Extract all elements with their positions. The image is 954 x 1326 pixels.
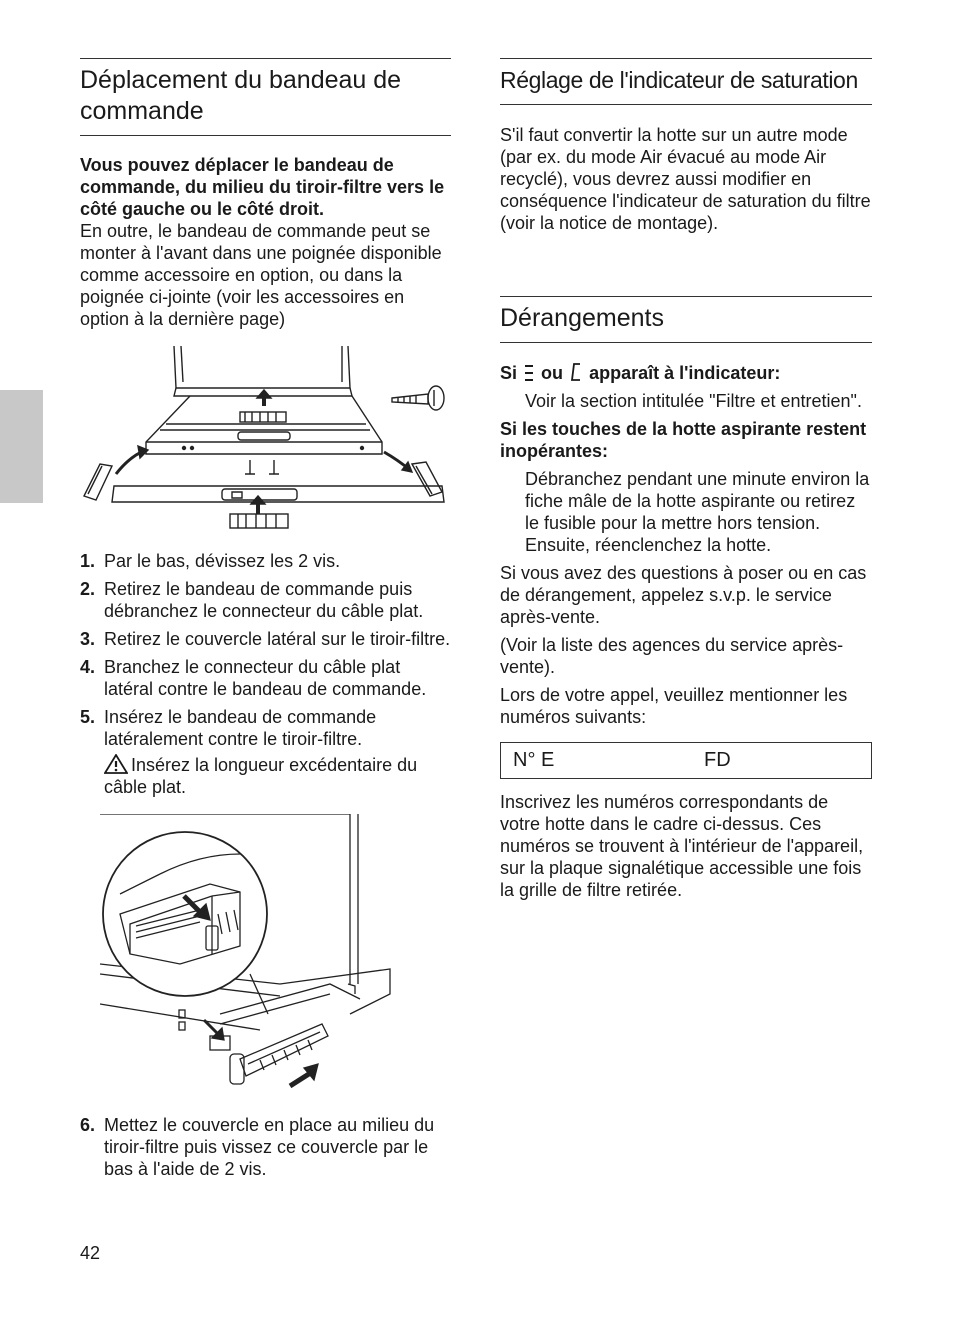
segment-display-c-icon	[570, 362, 582, 382]
chapter-tab-marker	[0, 390, 43, 503]
fault-answer-buttons-2: Ensuite, réenclenchez la hotte.	[525, 535, 772, 555]
saturation-paragraph: S'il faut convertir la hotte sur un autre mode (par ex. du mode Air évacué au mode Air recyclé), vous devrez aussi modifier en conséquence l'indicateur de saturation du filtre (voir la notice de montage).	[500, 125, 871, 233]
steps-list	[80, 550, 451, 750]
step-item: 2. Retirez le bandeau de commande puis débranchez le connecteur du câble plat.	[80, 579, 424, 621]
call-paragraph: Lors de votre appel, veuillez mentionner les numéros suivants:	[500, 685, 848, 727]
step-item: 5. Insérez le bandeau de commande latéralement contre le tiroir-filtre.	[80, 707, 377, 749]
segment-display-e-icon	[524, 364, 534, 382]
step-item: 1. Par le bas, dévissez les 2 vis.	[80, 551, 341, 571]
intro-bold: Vous pouvez déplacer le bandeau de commande, du milieu du tiroir-filtre vers le côté gauche ou le côté droit.	[80, 155, 445, 219]
service-list-paragraph: (Voir la liste des agences du service après-vente).	[500, 635, 844, 677]
section-title-faults: Dérangements	[500, 296, 872, 343]
steps-list-continued	[80, 1114, 451, 1180]
fault-question-display: Si ou apparaît à l'indicateur:	[500, 363, 781, 383]
step-item: 6. Mettez le couvercle en place au milieu du tiroir-filtre puis vissez ce couvercle par le bas à l'aide de 2 vis.	[80, 1115, 435, 1179]
left-column	[80, 58, 451, 1186]
number-entry-box	[500, 742, 872, 779]
fault-answer-display: Voir la section intitulée "Filtre et entretien".	[525, 391, 862, 411]
section-title-saturation: Réglage de l'indicateur de saturation	[500, 58, 872, 105]
fault-question-buttons: Si les touches de la hotte aspirante restent inopérantes:	[500, 419, 867, 461]
fd-number-label: FD	[704, 749, 731, 771]
intro-text: En outre, le bandeau de commande peut se monter à l'avant dans une poignée disponible comme accessoire en option, ou dans la poignée ci-jointe (voir les accessoires en option à la dernière page)	[80, 221, 442, 329]
fault-answer-buttons-1: Débranchez pendant une minute environ la fiche mâle de la hotte aspirante ou retirez le fusible pour la mettre hors tension.	[525, 469, 870, 533]
figure-cable-detail	[100, 814, 400, 1104]
step-item: 4. Branchez le connecteur du câble plat latéral contre le bandeau de commande.	[80, 657, 427, 699]
figure-control-panel-diagram	[80, 346, 451, 536]
number-instructions: Inscrivez les numéros correspondants de votre hotte dans le cadre ci-dessus. Ces numéros se trouvent à l'intérieur de l'appareil, sur la plaque signalétique accessible une fois la grille de filtre retirée.	[500, 792, 864, 900]
e-number-label: N° E	[513, 749, 555, 771]
section-title-control-panel: Déplacement du bandeau de commande	[80, 58, 451, 136]
warning-icon	[104, 754, 128, 774]
right-column	[500, 58, 872, 901]
step-item: 3. Retirez le couvercle latéral sur le tiroir-filtre.	[80, 629, 451, 649]
warning-note: Insérez la longueur excédentaire du câble plat.	[104, 755, 418, 797]
service-paragraph: Si vous avez des questions à poser ou en cas de dérangement, appelez s.v.p. le service après-vente.	[500, 563, 867, 627]
page-number: 42	[80, 1243, 101, 1263]
